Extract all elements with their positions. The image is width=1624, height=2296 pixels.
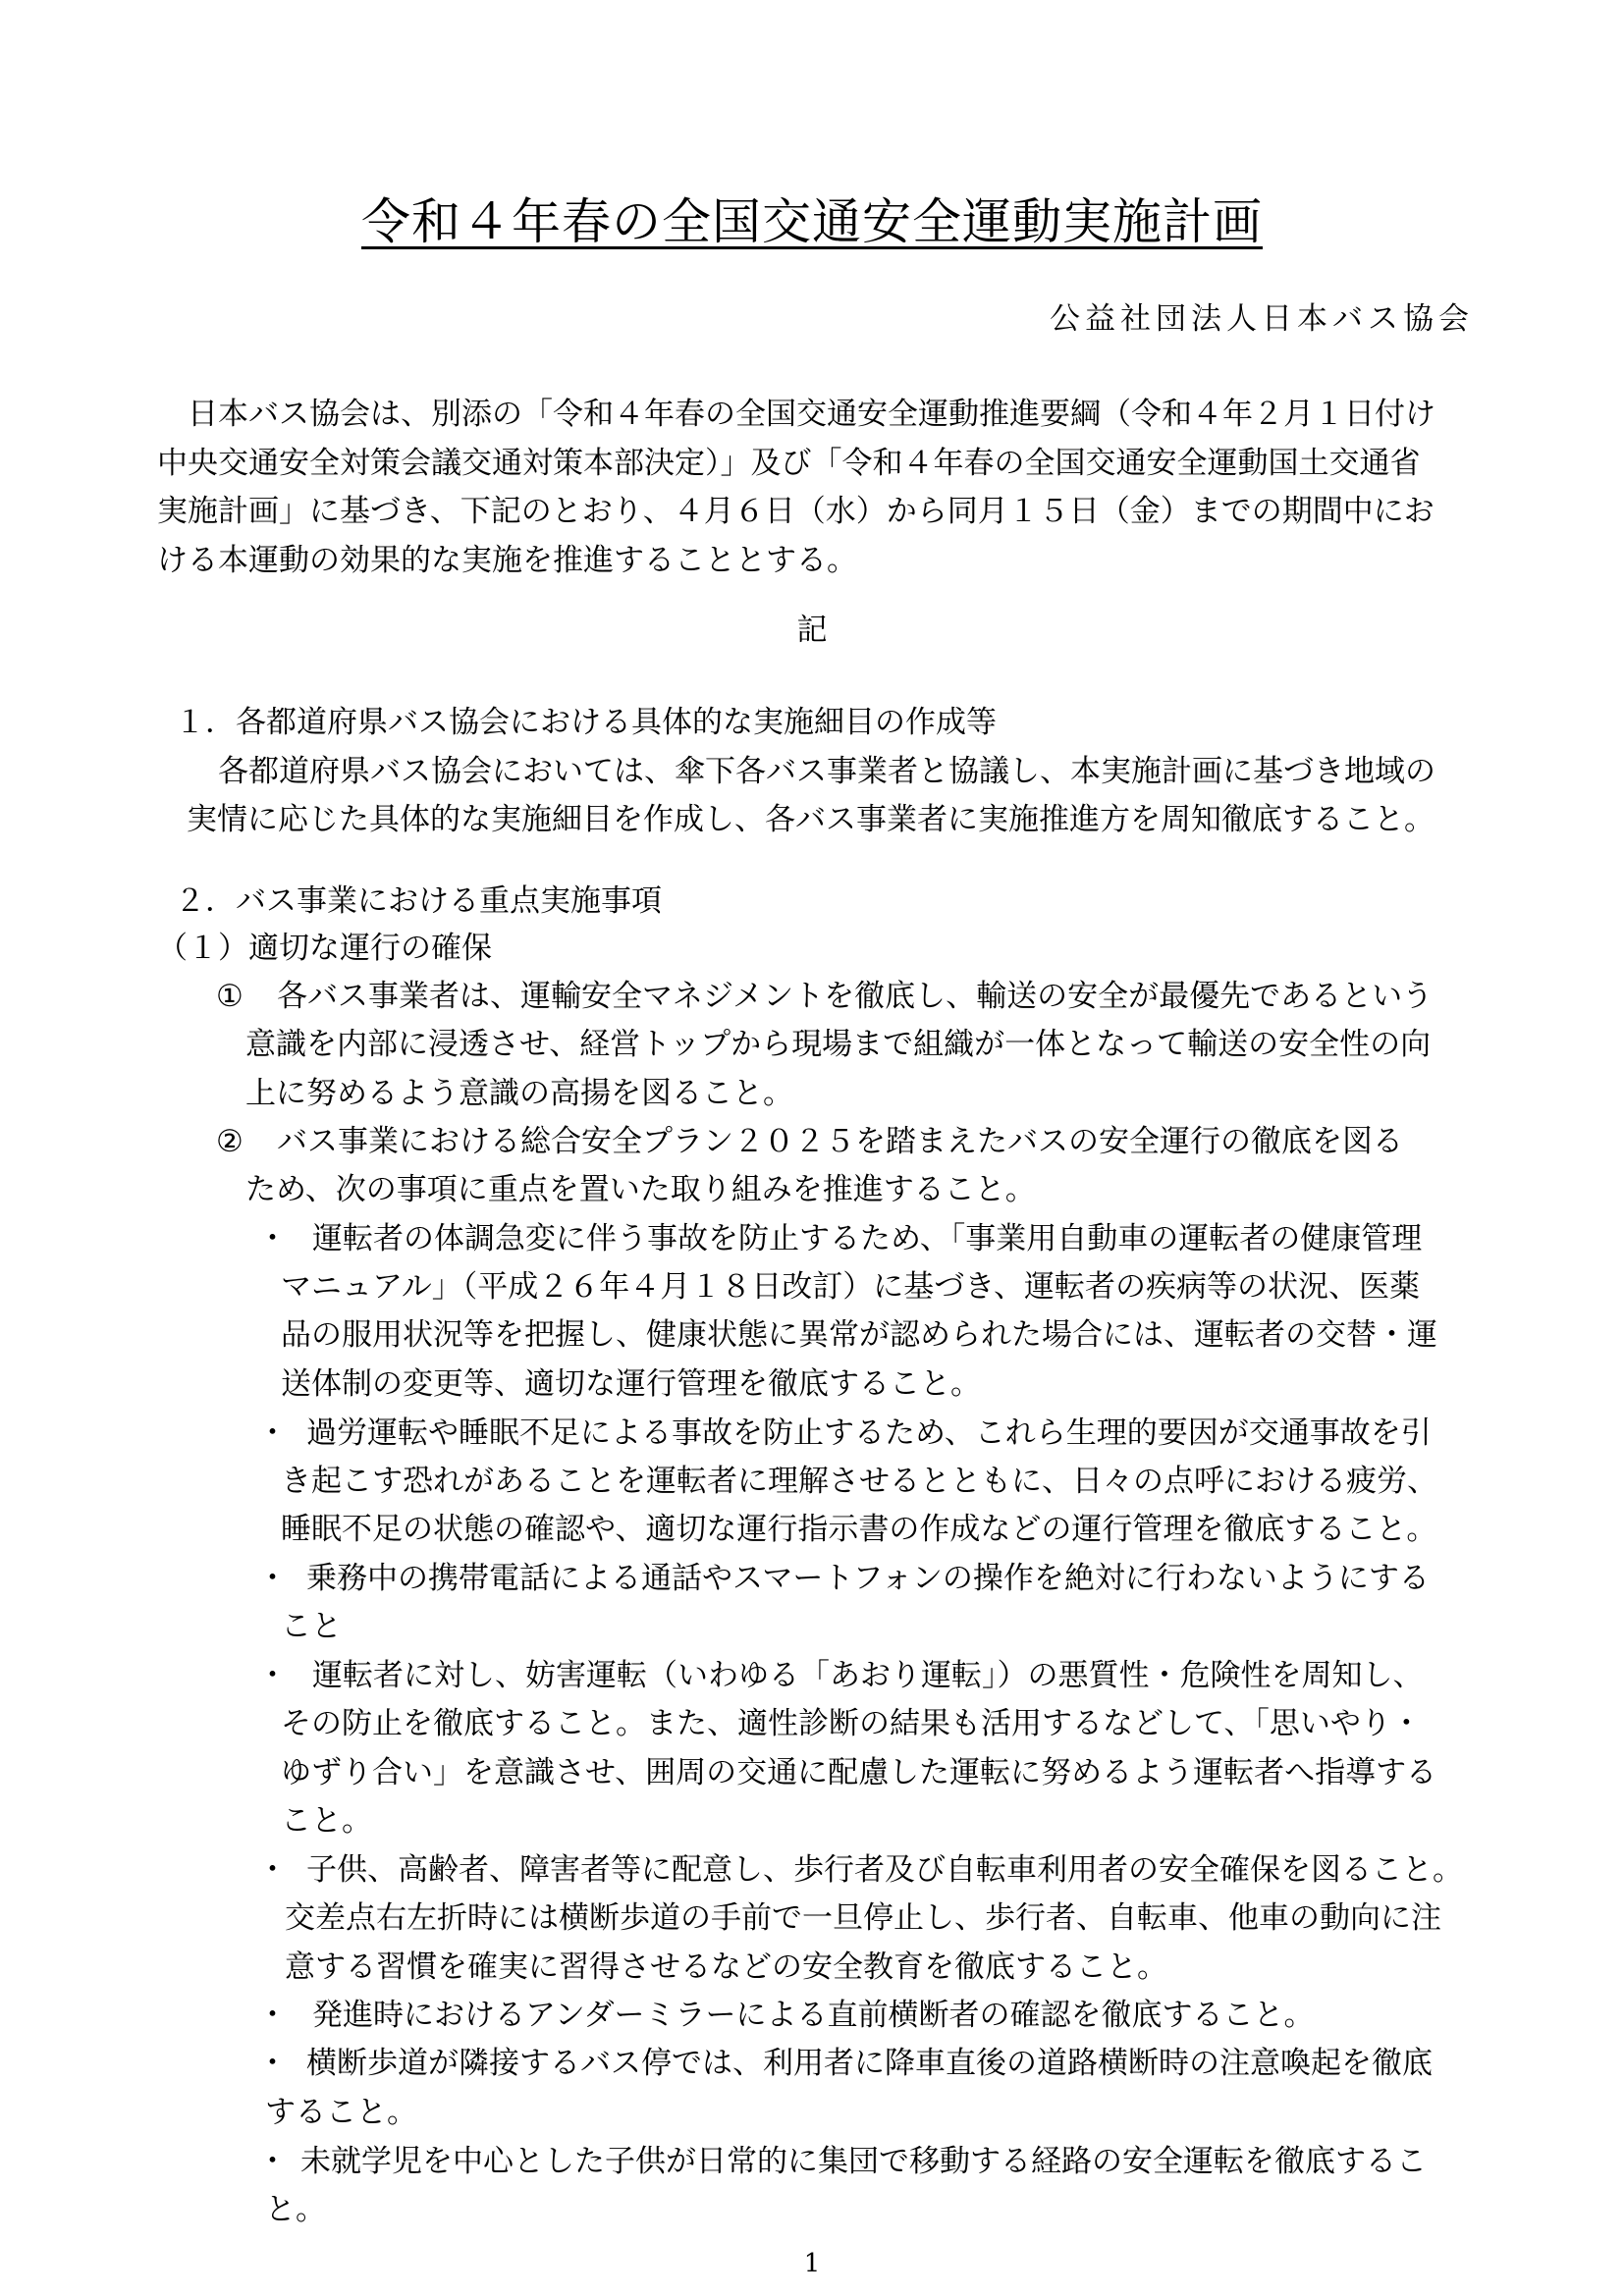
organization-name: 公益社団法人日本バス協会 [1050, 301, 1474, 337]
bullet-line: 乗務中の携帯電話による通話やスマートフォンの操作を絶対に行わないようにする [306, 1561, 1430, 1596]
document-title [0, 192, 1624, 251]
intro-line: 日本バス協会は、別添の「令和４年春の全国交通安全運動推進要綱（令和４年２月１日付け [157, 397, 1435, 432]
bullet-line: 子供、高齢者、障害者等に配意し、歩行者及び自転車利用者の安全確保を図ること。 [306, 1852, 1463, 1888]
section1-line: 各都道府県バス協会においては、傘下各バス事業者と協議し、本実施計画に基づき地域の [218, 754, 1435, 789]
bullet-line: 運転者に対し、妨害運転（いわゆる「あおり運転」）の悪質性・危険性を周知し、 [312, 1658, 1424, 1693]
intro-paragraph [157, 391, 1473, 585]
ki-heading: 記 [796, 613, 828, 648]
bullet-line: 運転者の体調急変に伴う事故を防止するため、「事業用自動車の運転者の健康管理 [312, 1221, 1423, 1256]
bullet-line: すること。 [265, 2095, 417, 2130]
bullet-line: その防止を徹底すること。また、適性診断の結果も活用するなどして、「思いやり・ [281, 1706, 1422, 1741]
bullet-line: 発進時におけるアンダーミラーによる直前横断者の確認を徹底すること。 [312, 1998, 1315, 2033]
bullet-marker: ・ [257, 1221, 288, 1256]
bullet-line: ゆずり合い」を意識させ、囲周の交通に配慮した運転に努めるよう運転者へ指導する [281, 1755, 1437, 1790]
item1-line: 上に努めるよう意識の高揚を図ること。 [245, 1076, 793, 1111]
bullet-marker: ・ [257, 1561, 288, 1596]
intro-line: 中央交通安全対策会議交通対策本部決定）」及び「令和４年春の全国交通安全運動国土交通省 [157, 445, 1421, 481]
intro-line: ける本運動の効果的な実施を推進することとする。 [157, 542, 857, 578]
bullet-line: 横断歩道が隣接するバス停では、利用者に降車直後の道路横断時の注意喚起を徹底 [306, 2046, 1433, 2081]
item2-line: ため、次の事項に重点を置いた取り組みを推進すること。 [245, 1172, 1036, 1207]
bullet-marker: ・ [257, 1852, 288, 1888]
bullet-line: 意する習慣を確実に習得させるなどの安全教育を徹底すること。 [285, 1949, 1167, 1985]
item1-line: 各バス事業者は、運輸安全マネジメントを徹底し、輸送の安全が最優先であるという [277, 979, 1434, 1014]
page-number: 1 [803, 2249, 821, 2278]
bullet-line: マニュアル」（平成２６年４月１８日改訂）に基づき、運転者の疾病等の状況、医薬 [281, 1269, 1421, 1305]
item2-marker: ② [216, 1124, 244, 1159]
bullet-line: 送体制の変更等、適切な運行管理を徹底すること。 [281, 1366, 981, 1402]
bullet-line: 睡眠不足の状態の確認や、適切な運行指示書の作成などの運行管理を徹底すること。 [281, 1512, 1437, 1547]
bullet-marker: ・ [257, 2144, 288, 2179]
bullet-line: 未就学児を中心とした子供が日常的に集団で移動する経路の安全運転を徹底するこ [300, 2144, 1427, 2179]
section2-subheading: （１）適切な運行の確保 [157, 931, 492, 966]
bullet-line: こと。 [281, 1803, 372, 1839]
bullet-marker: ・ [257, 1998, 288, 2033]
bullet-line: き起こす恐れがあることを運転者に理解させるとともに、日々の点呼における疲労、 [281, 1464, 1437, 1499]
document-title-text: 令和４年春の全国交通安全運動実施計画 [361, 193, 1263, 250]
bullet-line: こと [281, 1609, 342, 1644]
intro-line: 実施計画」に基づき、下記のとおり、４月６日（水）から同月１５日（金）までの期間中にお [157, 494, 1435, 529]
section2-heading: ２．バス事業における重点実施事項 [175, 883, 662, 919]
item2-line: バス事業における総合安全プラン２０２５を踏まえたバスの安全運行の徹底を図る [277, 1124, 1403, 1159]
bullet-marker: ・ [257, 2046, 288, 2081]
bullet-marker: ・ [257, 1658, 288, 1693]
bullet-line: 品の服用状況等を把握し、健康状態に異常が認められた場合には、運転者の交替・運 [281, 1317, 1437, 1353]
item1-line: 意識を内部に浸透させ、経営トップから現場まで組織が一体となって輸送の安全性の向 [245, 1027, 1432, 1062]
bullet-line: と。 [265, 2192, 326, 2227]
section1-line: 実情に応じた具体的な実施細目を作成し、各バス事業者に実施推進方を周知徹底すること。 [187, 802, 1435, 837]
section1-heading: １．各都道府県バス協会における具体的な実施細目の作成等 [175, 705, 997, 740]
bullet-line: 過労運転や睡眠不足による事故を防止するため、これら生理的要因が交通事故を引 [306, 1415, 1432, 1451]
bullet-line: 交差点右左折時には横断歩道の手前で一旦停止し、歩行者、自転車、他車の動向に注 [285, 1900, 1441, 1936]
item1-marker: ① [216, 979, 244, 1014]
bullet-marker: ・ [257, 1415, 288, 1451]
